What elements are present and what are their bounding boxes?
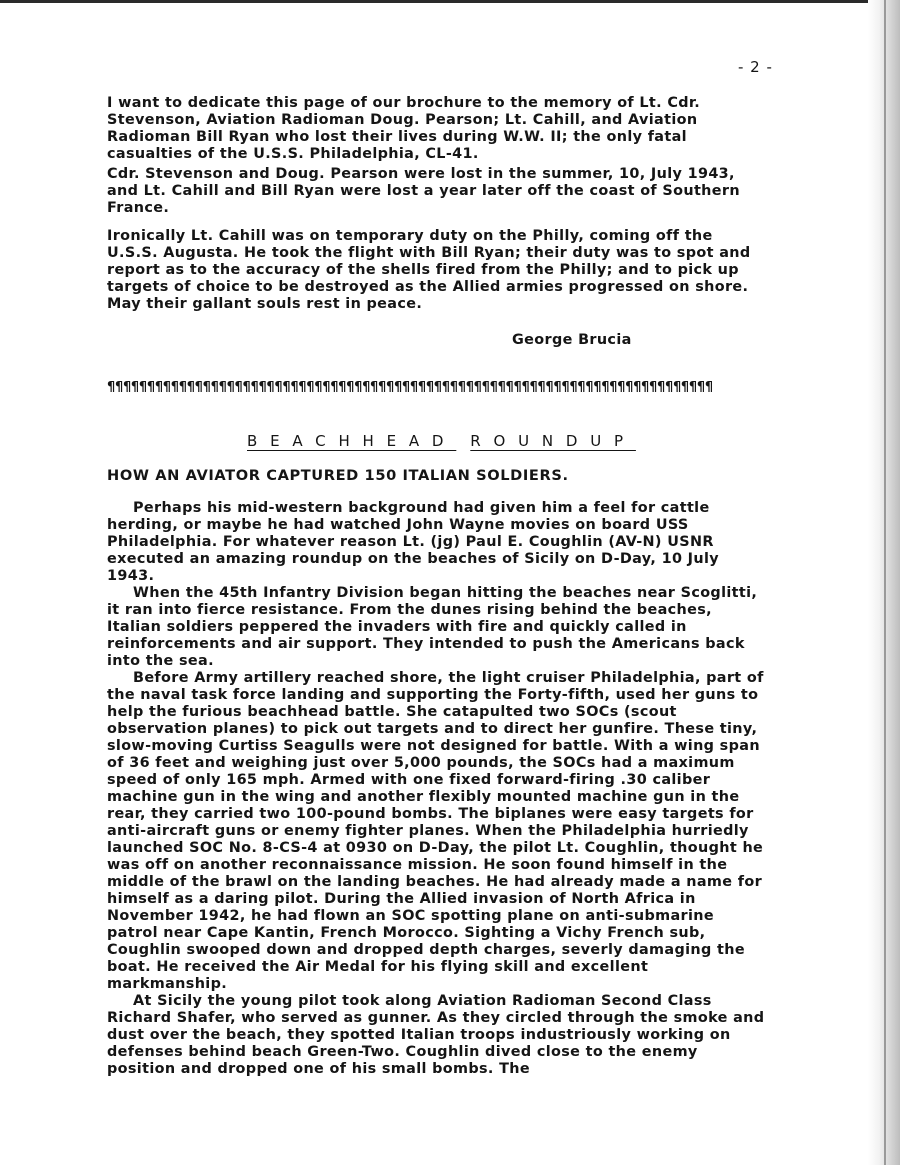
article-paragraph: Perhaps his mid-western background had given him a feel for cattle herding, or maybe he had watched John Wayne movies on board USS Philadelphia. For whatever reason Lt. (jg) Paul E. Coughlin (AV-N) USNR executed an amazing roundup on the beaches of Sicily on D-Day, 10 July 1943.: [107, 500, 719, 584]
dedication-paragraph-3: [107, 228, 767, 313]
dedication-text: I want to dedicate this page of our brochure to the memory of Lt. Cdr. Stevenson, Aviation Radioman Doug. Pearson; Lt. Cahill, and Aviation Radioman Bill Ryan who lost their lives during W.W. II; the only fatal casualties of the U.S.S. Philadelphia, CL-41.: [107, 95, 701, 162]
article-paragraph: Before Army artillery reached shore, the light cruiser Philadelphia, part of the naval task force landing and supporting the Forty-fifth, used her guns to help the furious beachhead battle. She catapulted two SOCs (scout observation planes) to pick out targets and to direct her gunfire. These tiny, slow-moving Curtiss Seagulls were not designed for battle. With a wing span of 36 feet and weighing just over 5,000 pounds, the SOCs had a maximum speed of only 165 mph. Armed with one fixed forward-firing .30 caliber machine gun in the wing and another flexibly mounted machine gun in the rear, they carried two 100-pound bombs. The biplanes were easy targets for anti-aircraft guns or enemy fighter planes. When the Philadelphia hurriedly launched SOC No. 8-CS-4 at 0930 on D-Day, the pilot Lt. Coughlin, thought he was off on another reconnaissance mission. He soon found himself in the middle of the brawl on the landing beaches. He had already made a name for himself as a daring pilot. During the Allied invasion of North Africa in November 1942, he had flown an SOC spotting plane on anti-submarine patrol near Cape Kantin, French Morocco. Sighting a Vichy French sub, Coughlin swooped down and dropped depth charges, severly damaging the boat. He received the Air Medal for his flying skill and excellent markmanship.: [107, 670, 764, 992]
page-binding-line: [884, 0, 886, 1165]
dedication-text: Ironically Lt. Cahill was on temporary duty on the Philly, coming off the U.S.S. Augusta. He took the flight with Bill Ryan; their duty was to spot and report as to the accuracy of the shells fired from the Philly; and to pick up targets of choice to be destroyed as the Allied armies progressed on shore. May their gallant souls rest in peace.: [107, 228, 751, 312]
headline-word-roundup: ROUNDUP: [470, 432, 636, 450]
pilcrow-separator: ¶¶¶¶¶¶¶¶¶¶¶¶¶¶¶¶¶¶¶¶¶¶¶¶¶¶¶¶¶¶¶¶¶¶¶¶¶¶¶¶¶¶¶¶¶¶¶¶¶¶¶¶¶¶¶¶¶¶¶¶¶¶¶¶¶¶¶¶¶¶¶¶¶¶¶¶: [107, 380, 713, 395]
dedication-text: Cdr. Stevenson and Doug. Pearson were lost in the summer, 10, July 1943, and Lt. Cahill and Bill Ryan were lost a year later off the coast of Southern France.: [107, 166, 740, 216]
headline-word-beachhead: BEACHHEAD: [247, 432, 457, 450]
page-number: - 2 -: [738, 58, 773, 76]
article-subheadline: HOW AN AVIATOR CAPTURED 150 ITALIAN SOLDIERS.: [107, 467, 569, 484]
section-headline: [247, 432, 807, 450]
article-paragraph: At Sicily the young pilot took along Aviation Radioman Second Class Richard Shafer, who served as gunner. As they circled through the smoke and dust over the beach, they spotted Italian troops industriously working on defenses behind beach Green-Two. Coughlin dived close to the enemy position and dropped one of his small bombs. The: [107, 993, 765, 1077]
dedication-paragraph-1: [107, 95, 767, 163]
scan-edge-line: [0, 0, 900, 3]
article-paragraph: When the 45th Infantry Division began hitting the beaches near Scoglitti, it ran into fierce resistance. From the dunes rising behind the beaches, Italian soldiers peppered the invaders with fire and quickly called in reinforcements and air support. They intended to push the Americans back into the sea.: [107, 585, 758, 669]
signature: George Brucia: [512, 332, 632, 348]
article-body: [107, 500, 767, 1078]
dedication-paragraph-2: [107, 166, 767, 217]
